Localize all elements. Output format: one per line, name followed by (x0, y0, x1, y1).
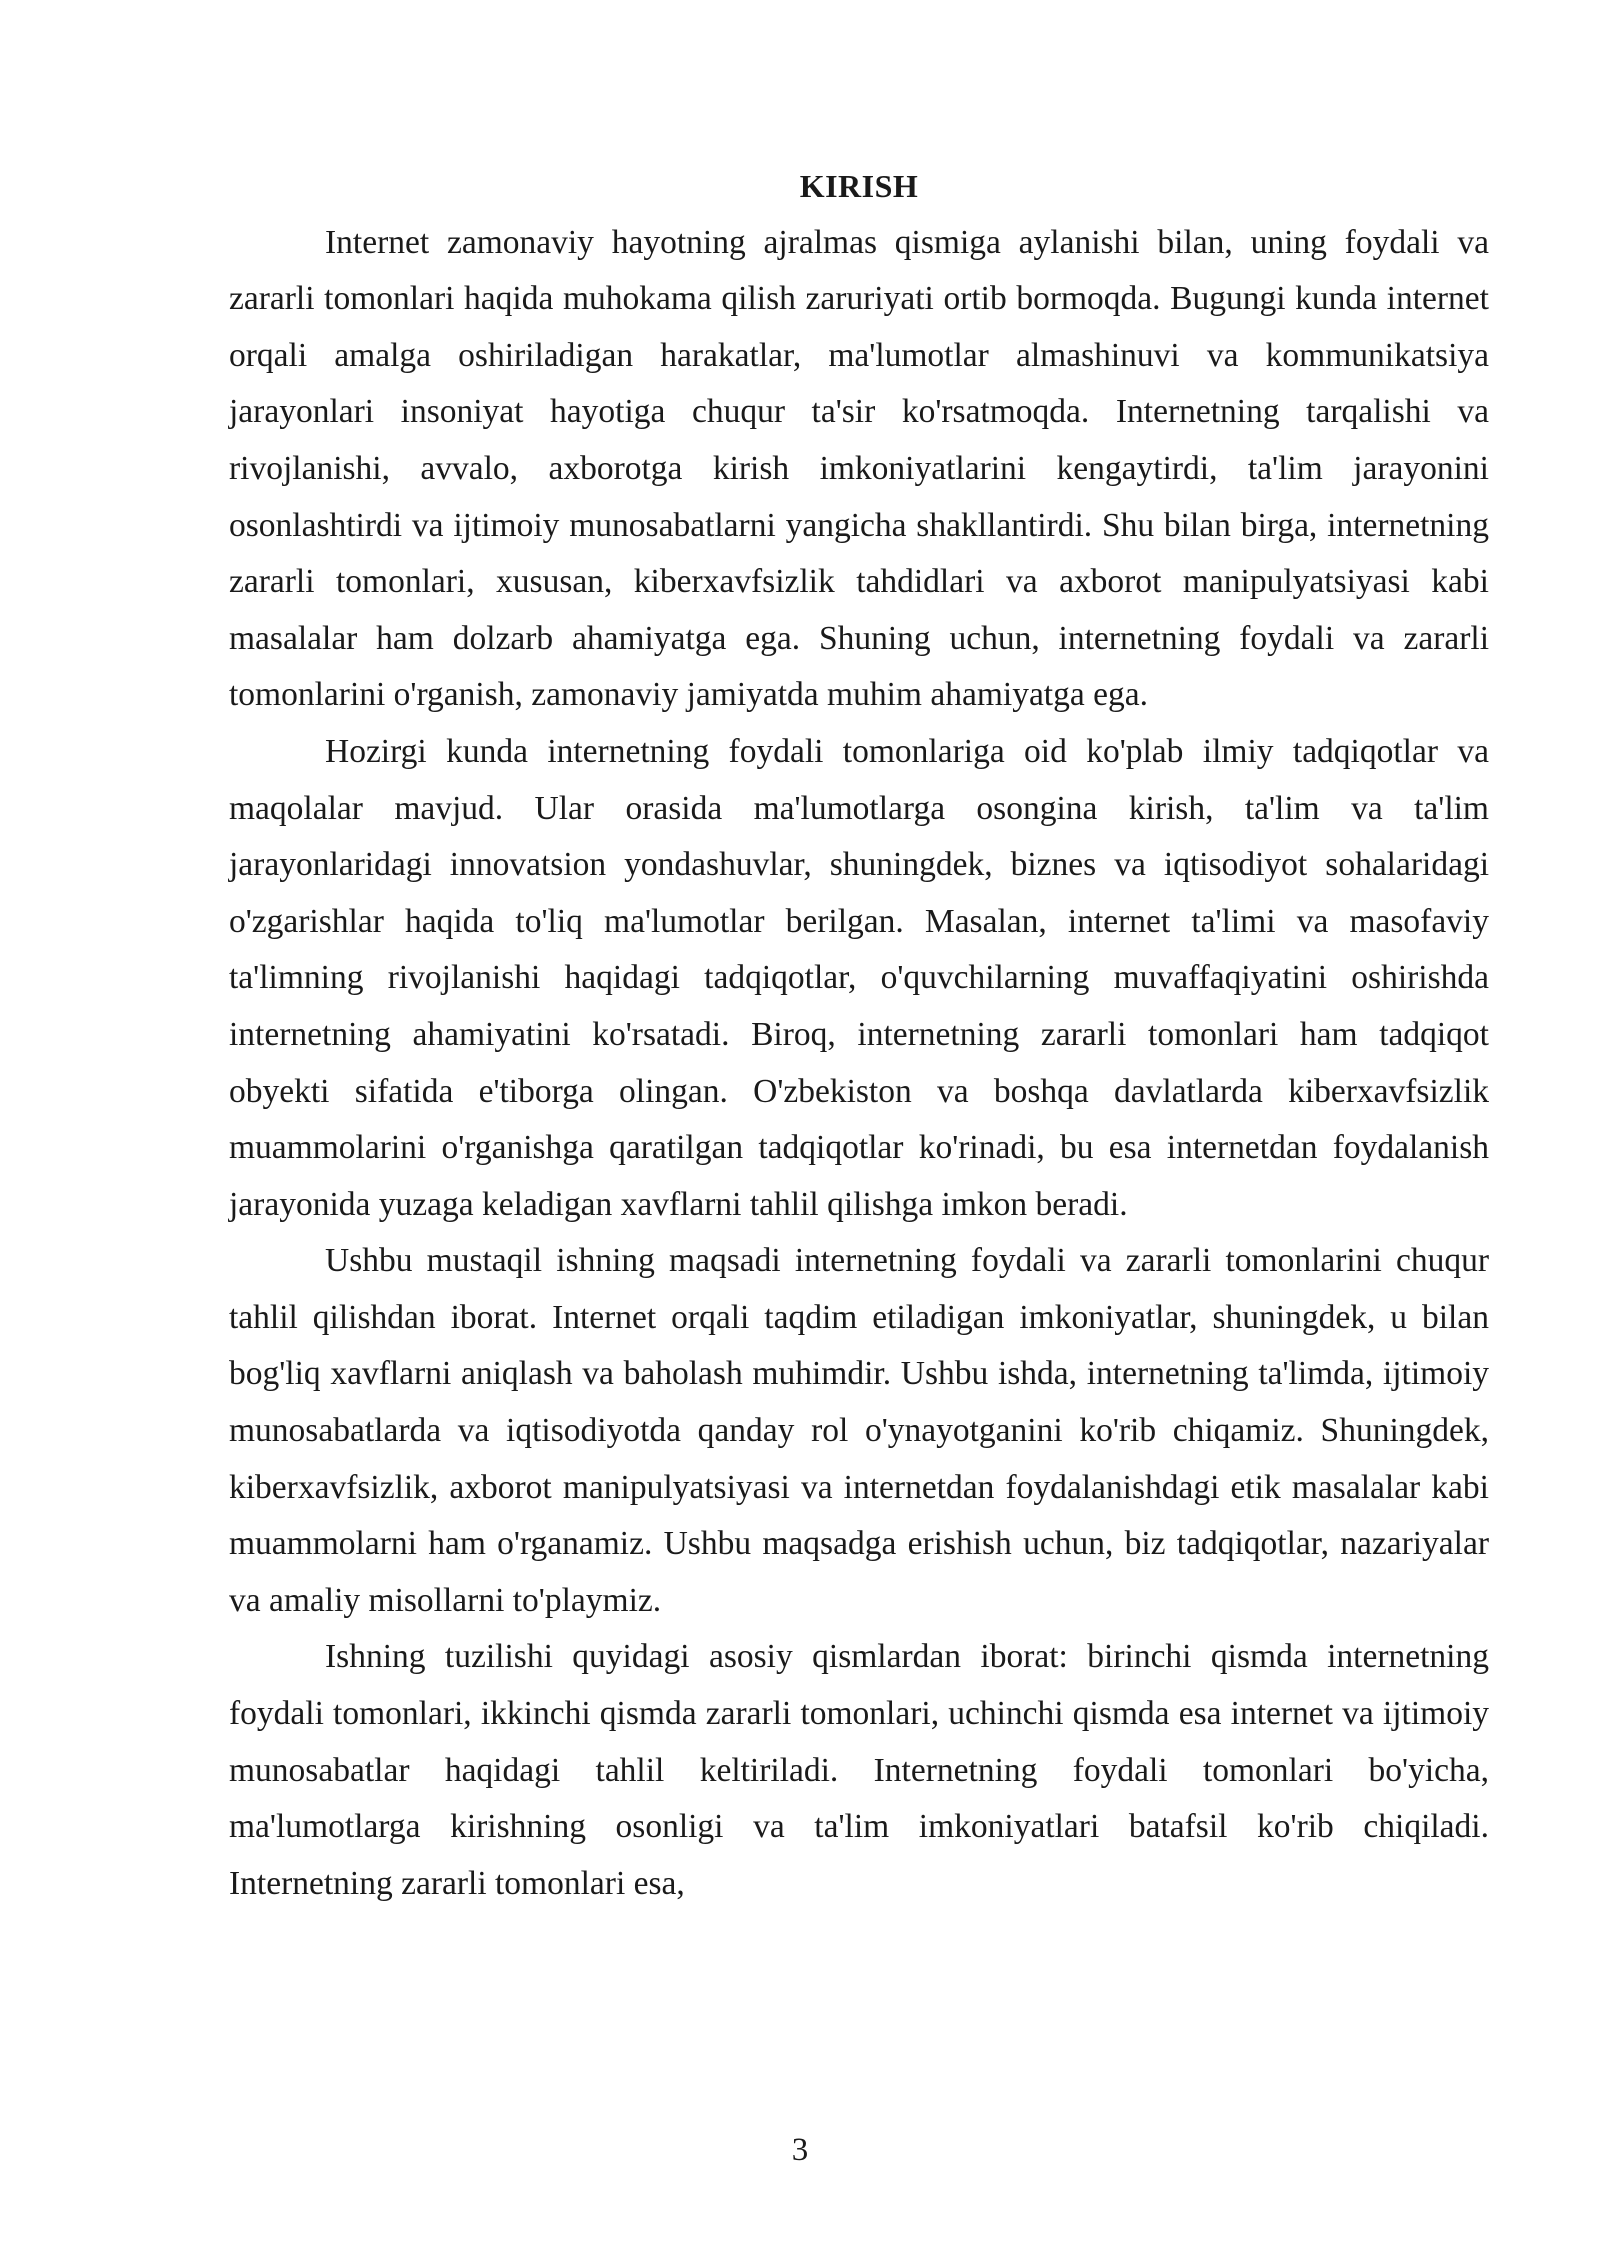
paragraph-2: Hozirgi kunda internetning foydali tomonlariga oid ko'plab ilmiy tadqiqotlar va maqolalar mavjud. Ular orasida ma'lumotlarga osongina kirish, ta'lim va ta'lim jarayonlaridagi innovatsion yondashuvlar, shuningdek, biznes va iqtisodiyot sohalaridagi o'zgarishlar haqida to'liq ma'lumotlar berilgan. Masalan, internet ta'limi va masofaviy ta'limning rivojlanishi haqidagi tadqiqotlar, o'quvchilarning muvaffaqiyatini oshirishda internetning ahamiyatini ko'rsatadi. Biroq, internetning zararli tomonlari ham tadqiqot obyekti sifatida e'tiborga olingan. O'zbekiston va boshqa davlatlarda kiberxavfsizlik muammolarini o'rganishga qaratilgan tadqiqotlar ko'rinadi, bu esa internetdan foydalanish jarayonida yuzaga keladigan xavflarni tahlil qilishga imkon beradi. (229, 732, 1489, 1223)
page-number: 3 (791, 2132, 809, 2168)
page-content (229, 158, 1489, 1912)
paragraph-3: Ushbu mustaqil ishning maqsadi internetning foydali va zararli tomonlarini chuqur tahlil qilishdan iborat. Internet orqali taqdim etiladigan imkoniyatlar, shuningdek, u bilan bog'liq xavflarni aniqlash va baholash muhimdir. Ushbu ishda, internetning ta'limda, ijtimoiy munosabatlarda va iqtisodiyotda qanday rol o'ynayotganini ko'rib chiqamiz. Shuningdek, kiberxavfsizlik, axborot manipulyatsiyasi va internetdan foydalanishdagi etik masalalar kabi muammolarni ham o'rganamiz. Ushbu maqsadga erishish uchun, biz tadqiqotlar, nazariyalar va amaliy misollarni to'playmiz. (229, 1242, 1489, 1619)
section-heading: KIRISH (799, 168, 919, 204)
paragraph-4: Ishning tuzilishi quyidagi asosiy qismlardan iborat: birinchi qismda internetning foydali tomonlari, ikkinchi qismda zararli tomonlari, uchinchi qismda esa internet va ijtimoiy munosabatlar haqidagi tahlil keltiriladi. Internetning foydali tomonlari bo'yicha, ma'lumotlarga kirishning osonligi va ta'lim imkoniyatlari batafsil ko'rib chiqiladi. Internetning zararli tomonlari esa, (229, 1638, 1489, 1902)
paragraph-1: Internet zamonaviy hayotning ajralmas qismiga aylanishi bilan, uning foydali va zararli tomonlari haqida muhokama qilish zaruriyati ortib bormoqda. Bugungi kunda internet orqali amalga oshiriladigan harakatlar, ma'lumotlar almashinuvi va kommunikatsiya jarayonlari insoniyat hayotiga chuqur ta'sir ko'rsatmoqda. Internetning tarqalishi va rivojlanishi, avvalo, axborotga kirish imkoniyatlarini kengaytirdi, ta'lim jarayonini osonlashtirdi va ijtimoiy munosabatlarni yangicha shakllantirdi. Shu bilan birga, internetning zararli tomonlari, xususan, kiberxavfsizlik tahdidlari va axborot manipulyatsiyasi kabi masalalar ham dolzarb ahamiyatga ega. Shuning uchun, internetning foydali va zararli tomonlarini o'rganish, zamonaviy jamiyatda muhim ahamiyatga ega. (229, 223, 1489, 714)
